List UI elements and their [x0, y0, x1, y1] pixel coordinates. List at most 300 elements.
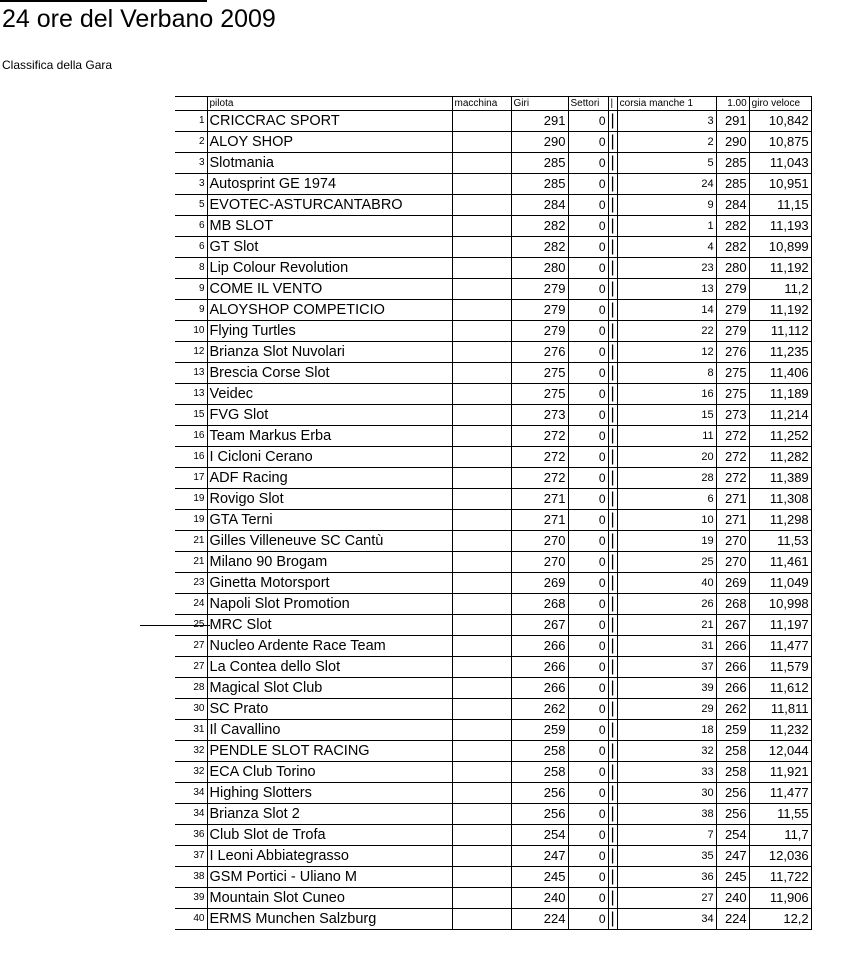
row-manche: 290	[716, 132, 749, 153]
row-pilota: La Contea dello Slot	[207, 657, 452, 678]
row-corsia: 34	[617, 909, 716, 930]
row-giro-veloce: 11,722	[749, 867, 811, 888]
table-row	[175, 342, 811, 363]
header-giro-veloce: giro veloce	[749, 97, 811, 111]
table-row	[175, 384, 811, 405]
row-giro-veloce: 12,044	[749, 741, 811, 762]
row-giri: 280	[511, 258, 568, 279]
row-pilota: Slotmania	[207, 153, 452, 174]
row-separator: |	[608, 783, 617, 804]
row-separator: |	[608, 531, 617, 552]
row-separator: |	[608, 762, 617, 783]
row-pilota: Il Cavallino	[207, 720, 452, 741]
row-macchina	[452, 783, 511, 804]
table-row	[175, 153, 811, 174]
row-giro-veloce: 11,461	[749, 552, 811, 573]
table-row	[175, 846, 811, 867]
row-position: 40	[175, 909, 207, 930]
row-macchina	[452, 363, 511, 384]
row-giro-veloce: 11,252	[749, 426, 811, 447]
row-giri: 282	[511, 237, 568, 258]
row-macchina	[452, 321, 511, 342]
table-row	[175, 909, 811, 930]
row-manche: 282	[716, 237, 749, 258]
row-giri: 266	[511, 657, 568, 678]
table-row	[175, 678, 811, 699]
row-corsia: 13	[617, 279, 716, 300]
row-macchina	[452, 573, 511, 594]
table-row	[175, 573, 811, 594]
row-separator: |	[608, 300, 617, 321]
row-giro-veloce: 11,53	[749, 531, 811, 552]
row-separator: |	[608, 657, 617, 678]
table-row	[175, 405, 811, 426]
row-pilota: PENDLE SLOT RACING	[207, 741, 452, 762]
row-separator: |	[608, 216, 617, 237]
row-giro-veloce: 11,612	[749, 678, 811, 699]
row-giro-veloce: 11,192	[749, 300, 811, 321]
row-position: 19	[175, 489, 207, 510]
row-separator: |	[608, 888, 617, 909]
row-corsia: 9	[617, 195, 716, 216]
row-giro-veloce: 11,811	[749, 699, 811, 720]
table-row	[175, 594, 811, 615]
table-row	[175, 636, 811, 657]
row-macchina	[452, 216, 511, 237]
row-macchina	[452, 888, 511, 909]
row-position: 3	[175, 153, 207, 174]
row-corsia: 10	[617, 510, 716, 531]
row-giri: 273	[511, 405, 568, 426]
row-position: 32	[175, 741, 207, 762]
row-settori: 0	[568, 363, 608, 384]
header-giri: Giri	[511, 97, 568, 111]
row-giri: 279	[511, 300, 568, 321]
row-position: 36	[175, 825, 207, 846]
table-row	[175, 804, 811, 825]
row-separator: |	[608, 867, 617, 888]
row-manche: 266	[716, 657, 749, 678]
row-macchina	[452, 405, 511, 426]
row-position: 27	[175, 636, 207, 657]
header-position	[175, 97, 207, 111]
table-row	[175, 762, 811, 783]
row-position: 3	[175, 174, 207, 195]
row-macchina	[452, 174, 511, 195]
row-giri: 254	[511, 825, 568, 846]
row-macchina	[452, 657, 511, 678]
row-position: 38	[175, 867, 207, 888]
row-manche: 267	[716, 615, 749, 636]
row-separator: |	[608, 741, 617, 762]
row-manche: 285	[716, 153, 749, 174]
row-corsia: 14	[617, 300, 716, 321]
row-separator: |	[608, 174, 617, 195]
table-row	[175, 237, 811, 258]
top-rule	[0, 0, 207, 2]
row-pilota: ADF Racing	[207, 468, 452, 489]
row-settori: 0	[568, 405, 608, 426]
row-corsia: 16	[617, 384, 716, 405]
row-settori: 0	[568, 258, 608, 279]
row-giri: 266	[511, 636, 568, 657]
row-manche: 254	[716, 825, 749, 846]
row-giro-veloce: 11,214	[749, 405, 811, 426]
row-pilota: GSM Portici - Uliano M	[207, 867, 452, 888]
row-position: 9	[175, 279, 207, 300]
results-table	[175, 96, 812, 930]
row-settori: 0	[568, 825, 608, 846]
row-macchina	[452, 510, 511, 531]
row-settori: 0	[568, 762, 608, 783]
row-separator: |	[608, 153, 617, 174]
row-settori: 0	[568, 174, 608, 195]
row-giro-veloce: 11,55	[749, 804, 811, 825]
row-position: 13	[175, 384, 207, 405]
row-pilota: SC Prato	[207, 699, 452, 720]
table-row	[175, 699, 811, 720]
row-manche: 270	[716, 531, 749, 552]
table-row	[175, 447, 811, 468]
row-manche: 272	[716, 426, 749, 447]
row-macchina	[452, 552, 511, 573]
row-macchina	[452, 762, 511, 783]
row-macchina	[452, 741, 511, 762]
row-giro-veloce: 10,951	[749, 174, 811, 195]
row-giri: 275	[511, 363, 568, 384]
row-settori: 0	[568, 678, 608, 699]
row-macchina	[452, 132, 511, 153]
row-pilota: GT Slot	[207, 237, 452, 258]
row-giro-veloce: 11,406	[749, 363, 811, 384]
table-row	[175, 216, 811, 237]
table-row	[175, 426, 811, 447]
row-giro-veloce: 11,308	[749, 489, 811, 510]
row-position: 1	[175, 111, 207, 132]
row-manche: 282	[716, 216, 749, 237]
row-separator: |	[608, 825, 617, 846]
row-corsia: 24	[617, 174, 716, 195]
row-pilota: Brianza Slot Nuvolari	[207, 342, 452, 363]
row-pilota: MRC Slot	[207, 615, 452, 636]
row-manche: 268	[716, 594, 749, 615]
row-giri: 267	[511, 615, 568, 636]
row-position: 21	[175, 552, 207, 573]
row-giri: 276	[511, 342, 568, 363]
row-giro-veloce: 10,875	[749, 132, 811, 153]
row-giri: 270	[511, 552, 568, 573]
row-corsia: 1	[617, 216, 716, 237]
row-manche: 258	[716, 741, 749, 762]
row-corsia: 31	[617, 636, 716, 657]
row-pilota: Flying Turtles	[207, 321, 452, 342]
row-manche: 285	[716, 174, 749, 195]
row-manche: 279	[716, 279, 749, 300]
row-macchina	[452, 804, 511, 825]
table-row	[175, 888, 811, 909]
row-manche: 266	[716, 678, 749, 699]
row-position: 30	[175, 699, 207, 720]
row-settori: 0	[568, 783, 608, 804]
row-corsia: 22	[617, 321, 716, 342]
row-giro-veloce: 11,477	[749, 783, 811, 804]
row-separator: |	[608, 111, 617, 132]
row-separator: |	[608, 699, 617, 720]
row-macchina	[452, 111, 511, 132]
table-row	[175, 468, 811, 489]
row-pilota: MB SLOT	[207, 216, 452, 237]
table-row	[175, 867, 811, 888]
header-macchina: macchina	[452, 97, 511, 111]
row-pilota: Brescia Corse Slot	[207, 363, 452, 384]
row-settori: 0	[568, 426, 608, 447]
row-corsia: 37	[617, 657, 716, 678]
row-pilota: Mountain Slot Cuneo	[207, 888, 452, 909]
row-giri: 282	[511, 216, 568, 237]
row-giro-veloce: 11,197	[749, 615, 811, 636]
row-settori: 0	[568, 909, 608, 930]
row-macchina	[452, 342, 511, 363]
row-corsia: 29	[617, 699, 716, 720]
table-row	[175, 510, 811, 531]
row-macchina	[452, 153, 511, 174]
row-macchina	[452, 636, 511, 657]
row-corsia: 40	[617, 573, 716, 594]
row-separator: |	[608, 552, 617, 573]
row-giri: 240	[511, 888, 568, 909]
row-manche: 259	[716, 720, 749, 741]
row-giri: 290	[511, 132, 568, 153]
row-macchina	[452, 300, 511, 321]
table-row	[175, 363, 811, 384]
row-giri: 224	[511, 909, 568, 930]
row-giri: 275	[511, 384, 568, 405]
header-separator: |	[608, 97, 617, 111]
row-giri: 272	[511, 468, 568, 489]
row-giri: 279	[511, 279, 568, 300]
row-giro-veloce: 10,842	[749, 111, 811, 132]
row-pilota: Autosprint GE 1974	[207, 174, 452, 195]
row-macchina	[452, 489, 511, 510]
row-separator: |	[608, 678, 617, 699]
header-pilota: pilota	[207, 97, 452, 111]
row-giro-veloce: 11,232	[749, 720, 811, 741]
row-separator: |	[608, 489, 617, 510]
row-position: 10	[175, 321, 207, 342]
header-corsia: corsia manche 1	[617, 97, 716, 111]
row-corsia: 3	[617, 111, 716, 132]
header-manche: 1.00	[716, 97, 749, 111]
row-separator: |	[608, 804, 617, 825]
row-separator: |	[608, 846, 617, 867]
row-corsia: 8	[617, 363, 716, 384]
row-giro-veloce: 11,579	[749, 657, 811, 678]
row-giro-veloce: 11,049	[749, 573, 811, 594]
row-manche: 291	[716, 111, 749, 132]
row-corsia: 30	[617, 783, 716, 804]
row-separator: |	[608, 510, 617, 531]
row-corsia: 38	[617, 804, 716, 825]
row-settori: 0	[568, 804, 608, 825]
table-row	[175, 195, 811, 216]
row-corsia: 4	[617, 237, 716, 258]
row-giro-veloce: 11,193	[749, 216, 811, 237]
row-corsia: 19	[617, 531, 716, 552]
row-separator: |	[608, 279, 617, 300]
row-corsia: 2	[617, 132, 716, 153]
row-manche: 275	[716, 384, 749, 405]
row-position: 6	[175, 237, 207, 258]
row-giri: 245	[511, 867, 568, 888]
header-settori: Settori	[568, 97, 608, 111]
row-settori: 0	[568, 384, 608, 405]
row-position: 12	[175, 342, 207, 363]
table-row	[175, 321, 811, 342]
row-pilota: FVG Slot	[207, 405, 452, 426]
row-giro-veloce: 11,2	[749, 279, 811, 300]
table-row	[175, 720, 811, 741]
row-settori: 0	[568, 447, 608, 468]
row-settori: 0	[568, 720, 608, 741]
row-pilota: Lip Colour Revolution	[207, 258, 452, 279]
row-separator: |	[608, 132, 617, 153]
row-pilota: Highing Slotters	[207, 783, 452, 804]
row-settori: 0	[568, 531, 608, 552]
row-manche: 271	[716, 510, 749, 531]
page-break-rule	[140, 625, 210, 626]
row-manche: 279	[716, 300, 749, 321]
table-row	[175, 111, 811, 132]
row-corsia: 15	[617, 405, 716, 426]
row-pilota: Nucleo Ardente Race Team	[207, 636, 452, 657]
row-manche: 258	[716, 762, 749, 783]
row-giro-veloce: 11,7	[749, 825, 811, 846]
row-position: 17	[175, 468, 207, 489]
row-corsia: 28	[617, 468, 716, 489]
row-giri: 262	[511, 699, 568, 720]
row-settori: 0	[568, 594, 608, 615]
row-manche: 276	[716, 342, 749, 363]
row-position: 21	[175, 531, 207, 552]
row-manche: 224	[716, 909, 749, 930]
row-settori: 0	[568, 888, 608, 909]
row-separator: |	[608, 909, 617, 930]
row-giri: 291	[511, 111, 568, 132]
row-separator: |	[608, 363, 617, 384]
row-manche: 245	[716, 867, 749, 888]
row-settori: 0	[568, 867, 608, 888]
row-giro-veloce: 11,906	[749, 888, 811, 909]
row-giri: 259	[511, 720, 568, 741]
row-pilota: GTA Terni	[207, 510, 452, 531]
row-corsia: 5	[617, 153, 716, 174]
row-corsia: 33	[617, 762, 716, 783]
row-separator: |	[608, 384, 617, 405]
row-separator: |	[608, 426, 617, 447]
row-settori: 0	[568, 615, 608, 636]
table-row	[175, 783, 811, 804]
row-macchina	[452, 594, 511, 615]
table-row	[175, 741, 811, 762]
row-pilota: Rovigo Slot	[207, 489, 452, 510]
row-giri: 268	[511, 594, 568, 615]
row-settori: 0	[568, 111, 608, 132]
row-settori: 0	[568, 279, 608, 300]
row-pilota: Gilles Villeneuve SC Cantù	[207, 531, 452, 552]
row-corsia: 18	[617, 720, 716, 741]
row-macchina	[452, 846, 511, 867]
row-position: 2	[175, 132, 207, 153]
row-settori: 0	[568, 636, 608, 657]
row-pilota: ALOY SHOP	[207, 132, 452, 153]
row-giri: 269	[511, 573, 568, 594]
row-pilota: ERMS Munchen Salzburg	[207, 909, 452, 930]
row-macchina	[452, 720, 511, 741]
row-giri: 266	[511, 678, 568, 699]
row-position: 13	[175, 363, 207, 384]
row-separator: |	[608, 468, 617, 489]
row-position: 23	[175, 573, 207, 594]
row-corsia: 35	[617, 846, 716, 867]
row-macchina	[452, 615, 511, 636]
row-corsia: 26	[617, 594, 716, 615]
row-giro-veloce: 11,192	[749, 258, 811, 279]
row-position: 31	[175, 720, 207, 741]
row-macchina	[452, 237, 511, 258]
row-settori: 0	[568, 846, 608, 867]
table-row	[175, 615, 811, 636]
row-settori: 0	[568, 216, 608, 237]
row-corsia: 25	[617, 552, 716, 573]
row-giri: 284	[511, 195, 568, 216]
row-settori: 0	[568, 237, 608, 258]
row-settori: 0	[568, 195, 608, 216]
row-position: 32	[175, 762, 207, 783]
row-giro-veloce: 12,2	[749, 909, 811, 930]
row-position: 8	[175, 258, 207, 279]
row-macchina	[452, 867, 511, 888]
row-corsia: 36	[617, 867, 716, 888]
row-macchina	[452, 258, 511, 279]
row-giri: 270	[511, 531, 568, 552]
row-settori: 0	[568, 699, 608, 720]
row-manche: 269	[716, 573, 749, 594]
row-position: 5	[175, 195, 207, 216]
row-giro-veloce: 11,15	[749, 195, 811, 216]
row-corsia: 12	[617, 342, 716, 363]
row-giro-veloce: 11,235	[749, 342, 811, 363]
row-giri: 258	[511, 741, 568, 762]
row-position: 15	[175, 405, 207, 426]
row-pilota: Club Slot de Trofa	[207, 825, 452, 846]
row-settori: 0	[568, 573, 608, 594]
row-corsia: 23	[617, 258, 716, 279]
row-giri: 256	[511, 783, 568, 804]
row-settori: 0	[568, 132, 608, 153]
row-settori: 0	[568, 657, 608, 678]
row-manche: 284	[716, 195, 749, 216]
row-pilota: Brianza Slot 2	[207, 804, 452, 825]
row-settori: 0	[568, 552, 608, 573]
row-settori: 0	[568, 741, 608, 762]
row-pilota: Team Markus Erba	[207, 426, 452, 447]
row-giri: 285	[511, 174, 568, 195]
table-row	[175, 825, 811, 846]
row-corsia: 32	[617, 741, 716, 762]
row-position: 27	[175, 657, 207, 678]
row-pilota: ALOYSHOP COMPETICIO	[207, 300, 452, 321]
row-corsia: 6	[617, 489, 716, 510]
